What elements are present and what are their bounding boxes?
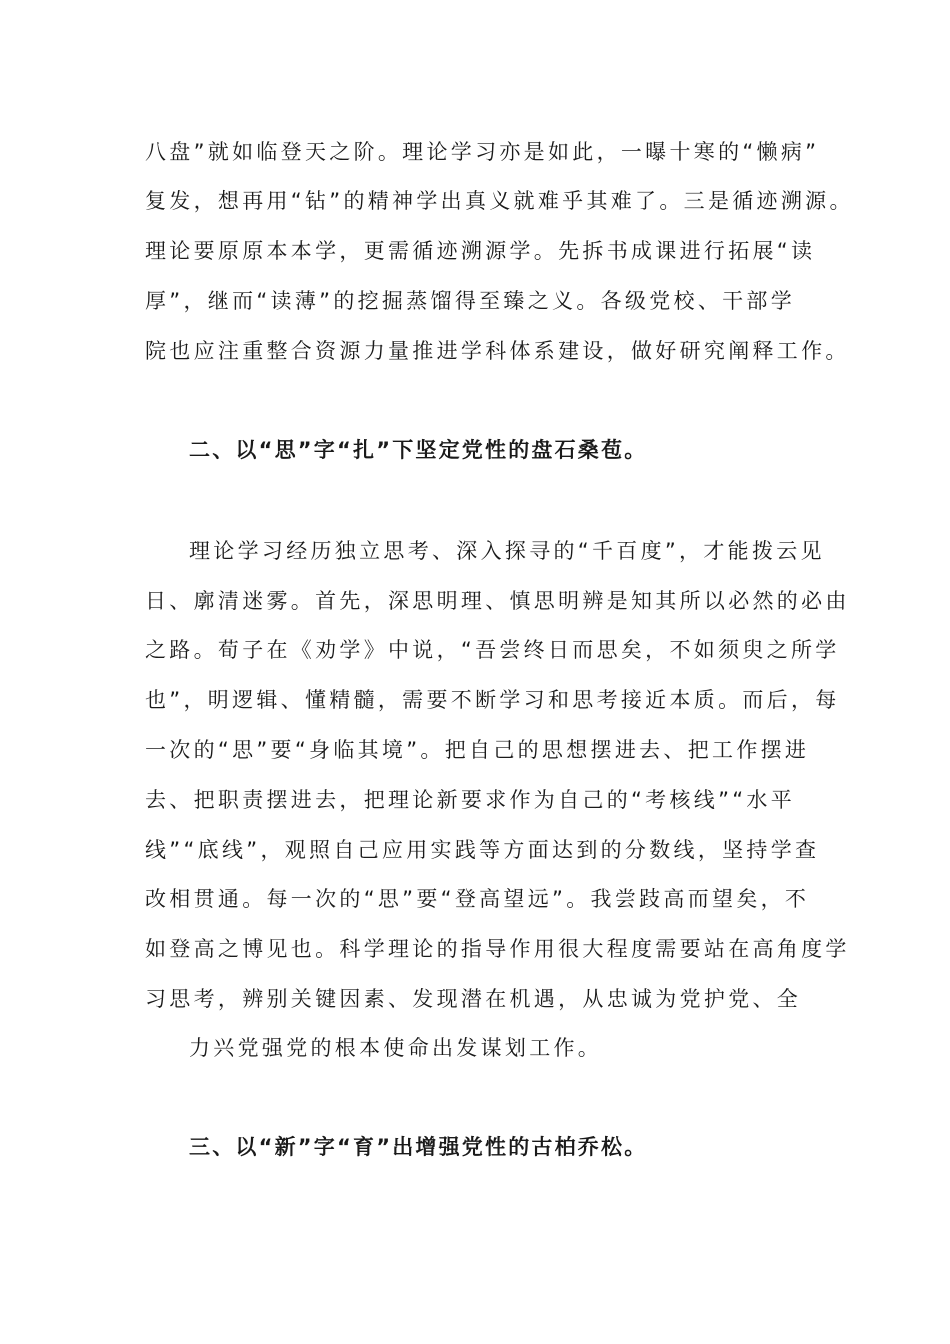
text-line: 院也应注重整合资源力量推进学科体系建设，做好研究阐释工作。 [145, 339, 850, 363]
text-line: 厚”，继而“读薄”的挖掘蒸馏得至臻之义。各级党校、干部学 [145, 289, 796, 313]
text-line: 力兴党强党的根本使命出发谋划工作。 [189, 1036, 603, 1060]
text-line: 日、廓清迷雾。首先，深思明理、慎思明辨是知其所以必然的必由 [145, 589, 850, 613]
text-line: 复发，想再用“钻”的精神学出真义就难乎其难了。三是循迹溯源。 [145, 189, 854, 213]
text-line: 理论学习经历独立思考、深入探寻的“千百度”，才能拨云见 [189, 539, 825, 563]
text-line: 理论要原原本本学，更需循迹溯源学。先拆书成课进行拓展“读 [145, 239, 816, 263]
text-line: 如登高之博见也。科学理论的指导作用很大程度需要站在高角度学 [145, 937, 850, 961]
text-line: 习思考，辨别关键因素、发现潜在机遇，从忠诚为党护党、全 [145, 987, 802, 1011]
section-heading-3: 三、以“新”字“育”出增强党性的古柏乔松。 [189, 1135, 648, 1159]
text-line: 去、把职责摆进去，把理论新要求作为自己的“考核线”“水平 [145, 788, 796, 812]
section-heading-2: 二、以“思”字“扎”下坚定党性的盘石桑苞。 [189, 438, 648, 462]
text-line: 之路。荀子在《劝学》中说，“吾尝终日而思矣，不如须臾之所学 [145, 638, 840, 662]
text-line: 线”“底线”，观照自己应用实践等方面达到的分数线，坚持学查 [145, 838, 820, 862]
text-line: 也”，明逻辑、懂精髓，需要不断学习和思考接近本质。而后，每 [145, 688, 840, 712]
text-line: 改相贯通。每一次的“思”要“登高望远”。我尝跂高而望矣，不 [145, 887, 810, 911]
text-line: 一次的“思”要“身临其境”。把自己的思想摆进去、把工作摆进 [145, 738, 810, 762]
text-line: 八盘”就如临登天之阶。理论学习亦是如此，一曝十寒的“懒病” [145, 140, 820, 164]
